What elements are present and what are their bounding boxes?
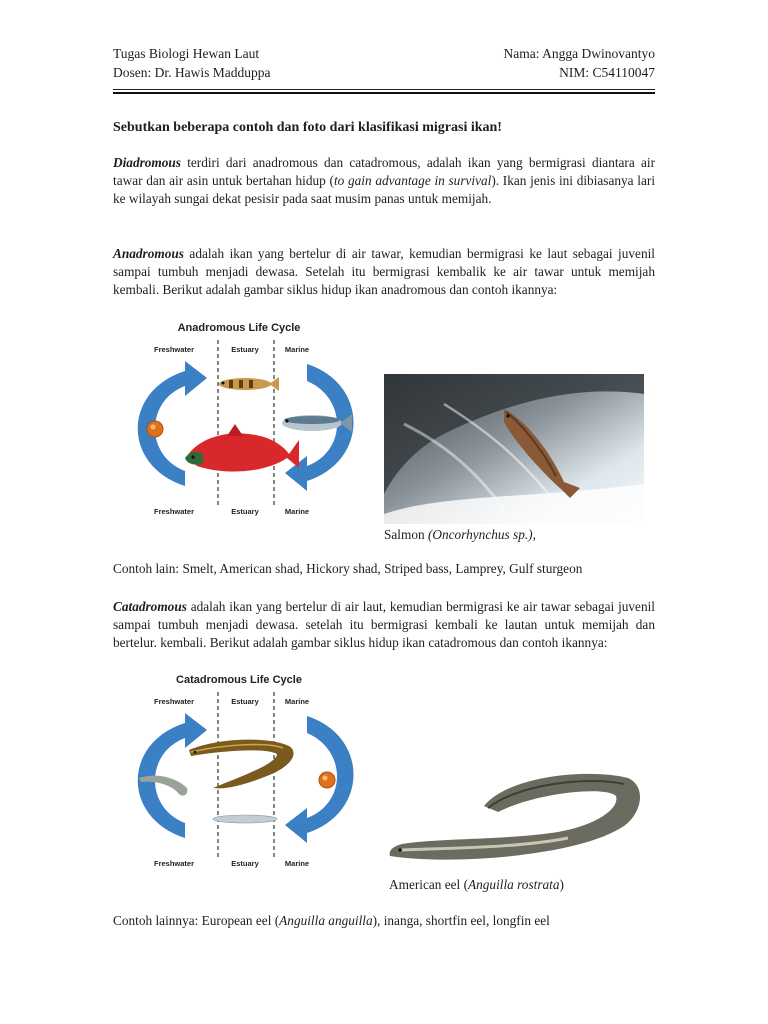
diadromous-term: Diadromous: [113, 155, 181, 170]
col-label-freshwater: Freshwater: [153, 345, 195, 354]
diadromous-paragraph: [113, 154, 655, 208]
catadromous-others-italic: Anguilla anguilla: [279, 913, 373, 928]
juvenile-fish-icon: [219, 377, 279, 391]
diadromous-italic: to gain advantage in survival: [333, 173, 492, 188]
leptocephalus-icon: [213, 815, 277, 823]
col-label-freshwater: Freshwater: [153, 697, 195, 706]
adult-eel-icon: [189, 740, 294, 789]
col-label-estuary: Estuary: [231, 697, 259, 706]
anadromous-life-cycle-diagram: [117, 316, 382, 521]
eel-caption-scientific: Anguilla rostrata: [468, 877, 560, 892]
cycle-arrow-left: [138, 361, 207, 486]
col-label-estuary: Estuary: [231, 345, 259, 354]
eel-caption-text-a: American eel (: [389, 877, 468, 892]
header-divider-thick: [113, 92, 655, 94]
col-label-freshwater-bottom: Freshwater: [153, 859, 195, 868]
salmon-photo: [384, 374, 644, 524]
cycle-arrow-left: [138, 713, 207, 838]
eel-caption-text-b: ): [559, 877, 564, 892]
header-course: Tugas Biologi Hewan Laut: [113, 46, 260, 61]
diadromous-text-b: ). Ikan jenis ini dibiasanya lari ke wilayah sungai dekat pesisir pada saat musim panas untuk memijah.: [113, 173, 656, 206]
col-label-estuary-bottom: Estuary: [231, 859, 259, 868]
catadromous-others-a: Contoh lainnya: European eel (: [113, 913, 280, 928]
diagram-title: Anadromous Life Cycle: [177, 322, 301, 334]
catadromous-text: adalah ikan yang bertelur di air laut, kemudian bermigrasi ke air tawar sebagai juvenil sampai tumbuh menjadi dewasa. setelah itu bermigrasi kembali ke lautan untuk memijah dan bertelur. kembali. Berikut adalah gambar siklus hidup ikan catadromous dan contoh ikannya:: [113, 599, 655, 650]
anadromous-other-examples: Contoh lain: Smelt, American shad, Hickory shad, Striped bass, Lamprey, Gulf sturgeon: [113, 561, 583, 576]
diadromous-text-a: terdiri dari anadromous dan catadromous, adalah ikan yang bermigrasi diantara air tawar dan air asin untuk bertahan hidup (: [113, 155, 655, 188]
salmon-caption: [384, 527, 536, 543]
header-name: Nama: Angga Dwinovantyo: [503, 46, 655, 61]
col-label-freshwater-bottom: Freshwater: [153, 507, 195, 516]
anadromous-text: adalah ikan yang bertelur di air tawar, kemudian bermigrasi ke laut sebagai juvenil sampai tumbuh menjadi dewasa. Setelah itu bermigrasi kembalik ke air tawar untuk memijah kembali. Berikut adalah gambar siklus hidup ikan anadromous dan contoh ikannya:: [113, 246, 655, 297]
header-nim: NIM: C54110047: [559, 65, 655, 80]
col-label-marine-bottom: Marine: [284, 859, 310, 868]
catadromous-paragraph: [113, 598, 655, 652]
diagram-title: Catadromous Life Cycle: [176, 674, 302, 686]
egg-icon: [147, 421, 163, 437]
col-label-estuary-bottom: Estuary: [231, 507, 259, 516]
question-heading: Sebutkan beberapa contoh dan foto dari klasifikasi migrasi ikan!: [113, 120, 502, 135]
anadromous-paragraph: [113, 245, 655, 299]
catadromous-other-examples: [113, 913, 550, 929]
salmon-caption-scientific: (Oncorhynchus sp.),: [427, 527, 536, 542]
col-label-marine: Marine: [284, 345, 310, 354]
egg-icon: [319, 772, 335, 788]
col-label-marine: Marine: [284, 697, 310, 706]
catadromous-others-b: ), inanga, shortfin eel, longfin eel: [372, 913, 550, 928]
catadromous-life-cycle-diagram: [117, 668, 382, 873]
spawning-salmon-icon: [185, 424, 299, 472]
header-divider-thin: [113, 89, 655, 90]
catadromous-term: Catadromous: [113, 599, 187, 614]
eel-caption: [389, 877, 564, 893]
anadromous-term: Anadromous: [113, 246, 184, 261]
american-eel-photo: [388, 766, 644, 870]
header-lecturer: Dosen: Dr. Hawis Madduppa: [113, 65, 271, 80]
salmon-caption-text: Salmon: [384, 527, 428, 542]
col-label-marine-bottom: Marine: [284, 507, 310, 516]
